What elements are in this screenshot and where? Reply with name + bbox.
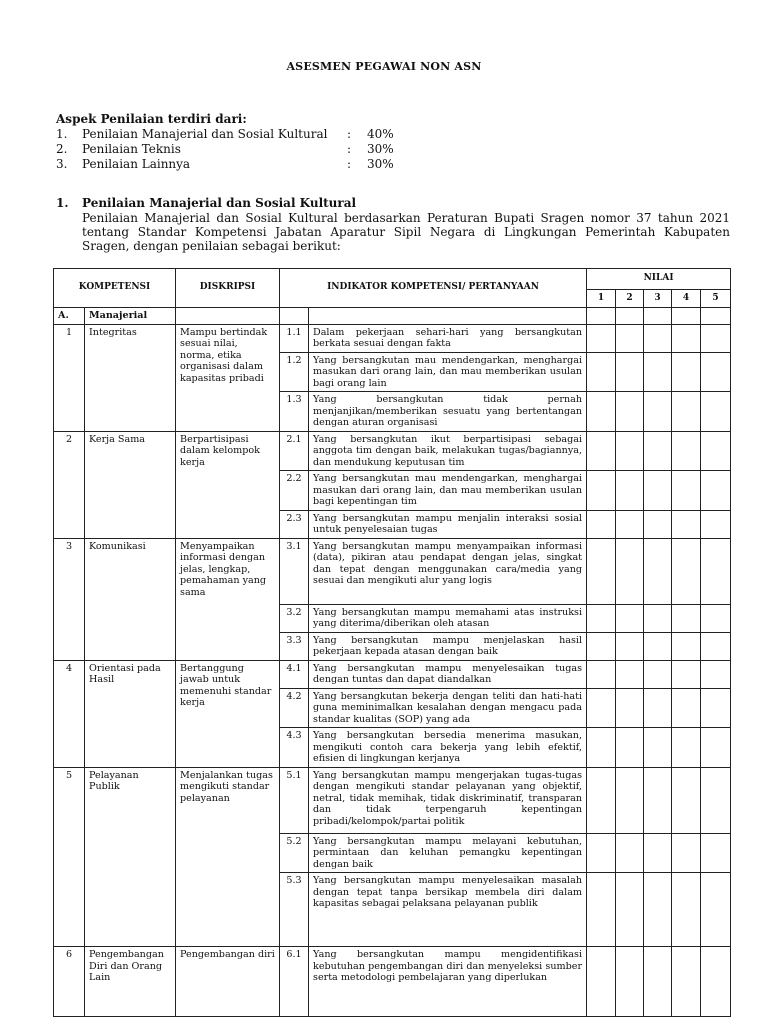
score-cell-4[interactable] [672, 471, 701, 511]
score-cell-4[interactable] [672, 947, 701, 1017]
competency-description: Bertanggung jawab untuk memenuhi standar kerja [176, 660, 280, 767]
indicator-code: 2.1 [280, 431, 309, 471]
score-cell-3[interactable] [644, 471, 672, 511]
indicator-code: 5.2 [280, 833, 309, 873]
score-cell-5[interactable] [701, 833, 731, 873]
score-cell-5[interactable] [701, 324, 731, 352]
section-number: 1. [56, 196, 69, 210]
section-empty-cell [644, 308, 672, 325]
score-cell-4[interactable] [672, 510, 701, 538]
score-cell-3[interactable] [644, 632, 672, 660]
section-empty-cell [176, 308, 280, 325]
header-score-1: 1 [587, 290, 616, 308]
aspek-item [56, 127, 407, 142]
indicator-code: 4.3 [280, 728, 309, 768]
score-cell-3[interactable] [644, 538, 672, 604]
score-cell-3[interactable] [644, 352, 672, 392]
score-cell-2[interactable] [616, 688, 644, 728]
score-cell-3[interactable] [644, 431, 672, 471]
score-cell-4[interactable] [672, 728, 701, 768]
indicator-row [54, 538, 731, 604]
section-label: Manajerial [85, 308, 176, 325]
score-cell-2[interactable] [616, 431, 644, 471]
score-cell-5[interactable] [701, 947, 731, 1017]
score-cell-1[interactable] [587, 352, 616, 392]
header-kompetensi: KOMPETENSI [54, 269, 176, 308]
score-cell-5[interactable] [701, 538, 731, 604]
score-cell-2[interactable] [616, 660, 644, 688]
competency-name: Orientasi pada Hasil [85, 660, 176, 767]
section-empty-cell [672, 308, 701, 325]
aspek-item [56, 157, 407, 172]
score-cell-2[interactable] [616, 947, 644, 1017]
competency-description: Menjalankan tugas mengikuti standar pelayanan [176, 767, 280, 947]
competency-name: Pengembangan Diri dan Orang Lain [85, 947, 176, 1017]
competency-number: 5 [54, 767, 85, 947]
indicator-code: 5.3 [280, 873, 309, 947]
indicator-code: 2.3 [280, 510, 309, 538]
score-cell-4[interactable] [672, 431, 701, 471]
competency-number: 1 [54, 324, 85, 431]
score-cell-3[interactable] [644, 833, 672, 873]
indicator-text: Yang bersangkutan bersedia menerima masukan, mengikuti contoh cara bekerja yang lebih efektif, efisien di lingkungan kerjanya [309, 728, 587, 768]
indicator-text: Yang bersangkutan tidak pernah menjanjikan/memberikan sesuatu yang bertentangan dengan aturan organisasi [309, 392, 587, 432]
score-cell-2[interactable] [616, 510, 644, 538]
score-cell-1[interactable] [587, 471, 616, 511]
score-cell-5[interactable] [701, 873, 731, 947]
score-cell-4[interactable] [672, 688, 701, 728]
indicator-row [54, 431, 731, 471]
assessment-table [53, 268, 731, 1017]
score-cell-3[interactable] [644, 660, 672, 688]
score-cell-1[interactable] [587, 873, 616, 947]
indicator-text: Yang bersangkutan bekerja dengan teliti dan hati-hati guna meminimalkan kesalahan dengan mengacu pada standar kualitas (SOP) yang ada [309, 688, 587, 728]
score-cell-4[interactable] [672, 538, 701, 604]
score-cell-1[interactable] [587, 510, 616, 538]
indicator-text: Yang bersangkutan mau mendengarkan, menghargai masukan dari orang lain, dan mau memberikan usulan bagi kepentingan tim [309, 471, 587, 511]
aspek-item-label: Penilaian Lainnya [82, 157, 191, 171]
indicator-row [54, 324, 731, 352]
section-row [54, 308, 731, 325]
competency-name: Komunikasi [85, 538, 176, 660]
score-cell-1[interactable] [587, 660, 616, 688]
indicator-text: Yang bersangkutan mampu menyampaikan informasi (data), pikiran atau pendapat dengan jelas, singkat dan tepat dengan menggunakan cara/media yang sesuai dan mengikuti alur yang logis [309, 538, 587, 604]
score-cell-1[interactable] [587, 833, 616, 873]
section-penilaian-manajerial [56, 196, 730, 253]
score-cell-4[interactable] [672, 660, 701, 688]
competency-description: Berpartisipasi dalam kelompok kerja [176, 431, 280, 538]
score-cell-5[interactable] [701, 632, 731, 660]
score-cell-5[interactable] [701, 352, 731, 392]
indicator-code: 6.1 [280, 947, 309, 1017]
score-cell-1[interactable] [587, 392, 616, 432]
aspek-item-number: 3. [56, 157, 68, 171]
aspek-item-value: 30% [367, 142, 394, 156]
score-cell-3[interactable] [644, 728, 672, 768]
indicator-text: Yang bersangkutan mampu menjalin interaksi sosial untuk penyelesaian tugas [309, 510, 587, 538]
competency-description: Menyampaikan informasi dengan jelas, lengkap, pemahaman yang sama [176, 538, 280, 660]
score-cell-1[interactable] [587, 728, 616, 768]
score-cell-1[interactable] [587, 767, 616, 833]
score-cell-5[interactable] [701, 604, 731, 632]
indicator-text: Yang bersangkutan mau mendengarkan, menghargai masukan dari orang lain, dan mau memberikan usulan bagi orang lain [309, 352, 587, 392]
score-cell-1[interactable] [587, 688, 616, 728]
indicator-row [54, 660, 731, 688]
score-cell-3[interactable] [644, 873, 672, 947]
indicator-text: Yang bersangkutan mampu menyelesaikan masalah dengan tepat tanpa bersikap membela diri dalam kapasitas sebagai pelaksana pelayanan publik [309, 873, 587, 947]
indicator-text: Dalam pekerjaan sehari-hari yang bersangkutan berkata sesuai dengan fakta [309, 324, 587, 352]
score-cell-5[interactable] [701, 392, 731, 432]
header-score-5: 5 [701, 290, 731, 308]
competency-name: Kerja Sama [85, 431, 176, 538]
score-cell-2[interactable] [616, 604, 644, 632]
score-cell-4[interactable] [672, 767, 701, 833]
competency-number: 6 [54, 947, 85, 1017]
score-cell-1[interactable] [587, 604, 616, 632]
score-cell-2[interactable] [616, 352, 644, 392]
score-cell-1[interactable] [587, 538, 616, 604]
indicator-text: Yang bersangkutan mampu mengerjakan tugas-tugas dengan mengikuti standar pelayanan yang objektif, netral, tidak memihak, tidak diskriminatif, transparan dan tidak terpengaruh kepentingan pribadi/kelompok/partai politik [309, 767, 587, 833]
score-cell-5[interactable] [701, 660, 731, 688]
indicator-code: 5.1 [280, 767, 309, 833]
score-cell-4[interactable] [672, 873, 701, 947]
score-cell-2[interactable] [616, 324, 644, 352]
score-cell-1[interactable] [587, 324, 616, 352]
indicator-text: Yang bersangkutan mampu memahami atas instruksi yang diterima/diberikan oleh atasan [309, 604, 587, 632]
score-cell-4[interactable] [672, 352, 701, 392]
competency-name: Pelayanan Publik [85, 767, 176, 947]
section-empty-cell [701, 308, 731, 325]
competency-number: 2 [54, 431, 85, 538]
score-cell-1[interactable] [587, 431, 616, 471]
indicator-row [54, 767, 731, 833]
section-heading [56, 196, 730, 211]
indicator-text: Yang bersangkutan mampu menyelesaikan tugas dengan tuntas dan dapat diandalkan [309, 660, 587, 688]
indicator-text: Yang bersangkutan mampu menjelaskan hasil pekerjaan kepada atasan dengan baik [309, 632, 587, 660]
aspek-item-label: Penilaian Teknis [82, 142, 181, 156]
score-cell-5[interactable] [701, 728, 731, 768]
score-cell-2[interactable] [616, 632, 644, 660]
score-cell-3[interactable] [644, 392, 672, 432]
header-score-2: 2 [616, 290, 644, 308]
aspek-item-number: 1. [56, 127, 68, 141]
score-cell-5[interactable] [701, 688, 731, 728]
aspek-item-value: 40% [367, 127, 394, 141]
section-intro: Penilaian Manajerial dan Sosial Kultural berdasarkan Peraturan Bupati Sragen nomor 37 tahun 2021 tentang Standar Kompetensi Jabatan Aparatur Sipil Negara di Lingkungan Pemerintah Kabupaten Sragen, dengan penilaian sebagai berikut: [82, 211, 730, 253]
header-score-4: 4 [672, 290, 701, 308]
competency-description: Pengembangan diri [176, 947, 280, 1017]
score-cell-5[interactable] [701, 510, 731, 538]
header-indikator: INDIKATOR KOMPETENSI/ PERTANYAAN [280, 269, 587, 308]
indicator-code: 3.1 [280, 538, 309, 604]
score-cell-5[interactable] [701, 431, 731, 471]
header-nilai: NILAI [587, 269, 731, 290]
score-cell-2[interactable] [616, 392, 644, 432]
aspek-item-colon: : [347, 127, 352, 141]
score-cell-2[interactable] [616, 538, 644, 604]
score-cell-5[interactable] [701, 767, 731, 833]
indicator-row [54, 947, 731, 1017]
section-empty-cell [309, 308, 587, 325]
aspek-item-number: 2. [56, 142, 68, 156]
section-code: A. [54, 308, 85, 325]
section-title: Penilaian Manajerial dan Sosial Kultural [82, 196, 357, 210]
indicator-code: 3.3 [280, 632, 309, 660]
score-cell-2[interactable] [616, 873, 644, 947]
indicator-code: 2.2 [280, 471, 309, 511]
aspek-item [56, 142, 407, 157]
score-cell-4[interactable] [672, 632, 701, 660]
indicator-code: 1.1 [280, 324, 309, 352]
score-cell-3[interactable] [644, 767, 672, 833]
score-cell-3[interactable] [644, 604, 672, 632]
score-cell-2[interactable] [616, 728, 644, 768]
aspek-penilaian [56, 112, 407, 172]
section-empty-cell [280, 308, 309, 325]
competency-name: Integritas [85, 324, 176, 431]
aspek-item-colon: : [347, 142, 352, 156]
indicator-code: 4.2 [280, 688, 309, 728]
score-cell-5[interactable] [701, 471, 731, 511]
aspek-item-colon: : [347, 157, 352, 171]
competency-number: 3 [54, 538, 85, 660]
score-cell-4[interactable] [672, 604, 701, 632]
score-cell-4[interactable] [672, 324, 701, 352]
score-cell-3[interactable] [644, 324, 672, 352]
indicator-code: 4.1 [280, 660, 309, 688]
score-cell-3[interactable] [644, 688, 672, 728]
section-empty-cell [616, 308, 644, 325]
score-cell-3[interactable] [644, 947, 672, 1017]
document-title: ASESMEN PEGAWAI NON ASN [286, 60, 482, 73]
competency-description: Mampu bertindak sesuai nilai, norma, etika organisasi dalam kapasitas pribadi [176, 324, 280, 431]
indicator-text: Yang bersangkutan mampu melayani kebutuhan, permintaan dan keluhan pemangku kepentingan dengan baik [309, 833, 587, 873]
indicator-code: 1.3 [280, 392, 309, 432]
aspek-heading: Aspek Penilaian terdiri dari: [56, 112, 247, 126]
header-score-3: 3 [644, 290, 672, 308]
indicator-text: Yang bersangkutan ikut berpartisipasi sebagai anggota tim dengan baik, melakukan tugas/bagiannya, dan mendukung keputusan tim [309, 431, 587, 471]
score-cell-3[interactable] [644, 510, 672, 538]
score-cell-1[interactable] [587, 632, 616, 660]
aspek-item-value: 30% [367, 157, 394, 171]
score-cell-2[interactable] [616, 767, 644, 833]
aspek-item-label: Penilaian Manajerial dan Sosial Kultural [82, 127, 328, 141]
competency-number: 4 [54, 660, 85, 767]
indicator-code: 3.2 [280, 604, 309, 632]
score-cell-1[interactable] [587, 947, 616, 1017]
score-cell-4[interactable] [672, 833, 701, 873]
score-cell-2[interactable] [616, 471, 644, 511]
indicator-text: Yang bersangkutan mampu mengidentifikasi kebutuhan pengembangan diri dan menyeleksi sumber serta metodologi pembelajaran yang diperlukan [309, 947, 587, 1017]
indicator-code: 1.2 [280, 352, 309, 392]
score-cell-2[interactable] [616, 833, 644, 873]
score-cell-4[interactable] [672, 392, 701, 432]
section-empty-cell [587, 308, 616, 325]
header-diskripsi: DISKRIPSI [176, 269, 280, 308]
